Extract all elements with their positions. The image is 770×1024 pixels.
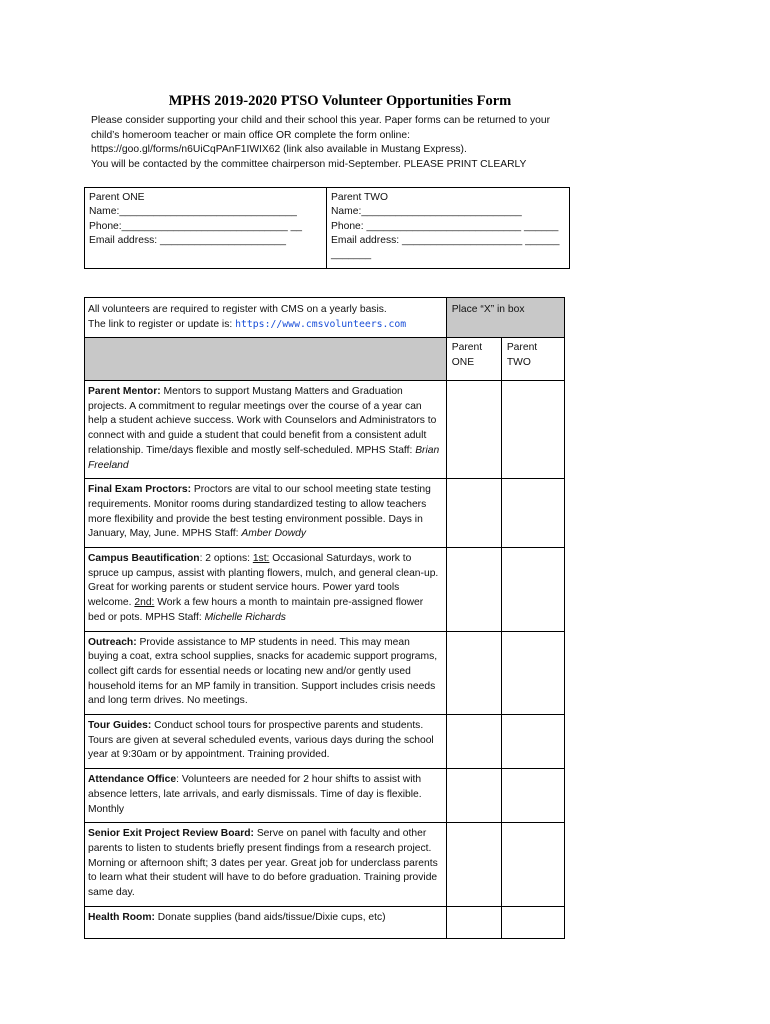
row-text: Donate supplies (band aids/tissue/Dixie cups, etc) [154, 911, 386, 923]
attendance-office-description [85, 769, 447, 823]
row-text: Proctors are vital to our school meeting state testing requirements. Monitor rooms during standardized testing to allow teachers more flexibility and provide the best testing environment possible. Days in January, May, June. MPHS Staff: [88, 484, 431, 540]
intro-text [91, 114, 691, 172]
row-text: Conduct school tours for prospective parents and students. Tours are given at several scheduled events, various days during the school year at 9:30am or by appointment. Training provided. [88, 720, 434, 761]
row-title: Health Room: [88, 911, 155, 923]
parent-one-label: ONE [451, 356, 475, 368]
row-text: Serve on panel with faculty and other parents to listen to students briefly present findings from a research project. Morning or afternoon shift; 3 dates per year. Great job for underclass parents to learn what their student will have to do before graduation. Training provide same day. [88, 828, 438, 899]
table-row [85, 769, 565, 823]
option-label: 1st: [252, 553, 270, 565]
intro-line: Please consider supporting your child and their school this year. Paper forms can be returned to your [91, 115, 551, 126]
parent-info-box [84, 187, 570, 269]
parent-two-checkbox[interactable] [501, 906, 564, 938]
row-title: Senior Exit Project Review Board: [88, 828, 254, 840]
parent-one-name-field[interactable]: Name:_______________________________ [89, 206, 297, 218]
row-text: Work a few hours a month to maintain pre-assigned flower bed or pots. MPHS Staff: [88, 597, 424, 623]
volunteer-table [84, 297, 565, 939]
campus-beautification-description [85, 548, 447, 632]
tour-guides-description [85, 715, 447, 769]
row-title: Final Exam Proctors: [88, 484, 191, 496]
parent-two-section [327, 188, 569, 268]
parent-one-phone-field[interactable]: Phone:_____________________________ __ [89, 220, 303, 232]
staff-name: Amber Dowdy [241, 528, 307, 540]
parent-two-email-continued: _______ [331, 249, 372, 261]
outreach-description [85, 631, 447, 715]
row-title: Campus Beautification [88, 553, 200, 565]
parent-two-phone-field[interactable]: Phone: ___________________________ ______ [331, 220, 559, 232]
row-title: Parent Mentor: [88, 386, 161, 397]
intro-line: child’s homeroom teacher or main office OR complete the form online: [91, 129, 410, 141]
registration-link-label: The link to register or update is: [88, 318, 236, 330]
parent-two-heading: Parent TWO [331, 192, 389, 203]
registration-link[interactable]: https://www.cmsvolunteers.com [235, 318, 407, 330]
table-row [85, 823, 565, 907]
table-row [85, 548, 565, 632]
row-title: Outreach: [88, 636, 137, 648]
staff-name: Michelle Richards [204, 611, 286, 623]
form-title: MPHS 2019-2020 PTSO Volunteer Opportunities Form [168, 93, 512, 109]
parent-one-checkbox[interactable] [446, 906, 501, 938]
parent-one-checkbox[interactable] [446, 479, 501, 548]
parent-one-heading: Parent ONE [89, 192, 145, 203]
place-x-header: Place “X” in box [446, 298, 564, 338]
intro-line: https://goo.gl/forms/n6UiCqPAnF1IWIX62 (link also available in Mustang Express). [91, 144, 467, 156]
table-row [85, 381, 565, 479]
row-text: : 2 options: [199, 553, 253, 565]
table-row [85, 906, 565, 938]
parent-two-checkbox[interactable] [501, 479, 564, 548]
parent-one-section [85, 188, 327, 268]
parent-two-checkbox[interactable] [501, 631, 564, 715]
table-row [85, 479, 565, 548]
parent-one-checkbox[interactable] [446, 715, 501, 769]
parent-two-checkbox[interactable] [501, 715, 564, 769]
parent-two-checkbox[interactable] [501, 823, 564, 907]
registration-link-line [88, 318, 443, 333]
parent-one-column-header [446, 338, 501, 381]
table-row [85, 631, 565, 715]
parent-one-checkbox[interactable] [446, 769, 501, 823]
parent-two-name-field[interactable]: Name:____________________________ [331, 206, 522, 218]
parent-two-column-header [501, 338, 564, 381]
parent-one-email-field[interactable]: Email address: ______________________ [89, 234, 286, 246]
row-title: Attendance Office [88, 774, 177, 786]
health-room-description [85, 906, 447, 938]
parent-one-label: Parent [451, 342, 483, 353]
final-exam-proctors-description [85, 479, 447, 548]
row-text: : Volunteers are needed for 2 hour shifts to assist with absence letters, late arrivals, and early dismissals. Time of day is flexible. Monthly [88, 774, 422, 815]
row-title: Tour Guides: [88, 720, 152, 732]
parent-two-label: TWO [506, 356, 531, 368]
parent-mentor-description [85, 381, 447, 479]
registration-text: All volunteers are required to register with CMS on a yearly basis. [88, 304, 387, 315]
parent-one-checkbox[interactable] [446, 548, 501, 632]
parent-one-checkbox[interactable] [446, 381, 501, 479]
row-text: Occasional Saturdays, work to spruce up campus, assist with planting flowers, mulch, and general clean-up. Great for working parents or student service hours. Power yard tools welcome. [88, 553, 439, 609]
parent-two-checkbox[interactable] [501, 769, 564, 823]
option-label: 2nd: [134, 597, 155, 609]
parent-two-checkbox[interactable] [501, 548, 564, 632]
staff-name: Brian Freeland [88, 444, 440, 471]
intro-line: You will be contacted by the committee chairperson mid-September. PLEASE PRINT CLEARLY [91, 158, 527, 170]
table-row [85, 715, 565, 769]
parent-two-email-field[interactable]: Email address: _____________________ ______ [331, 234, 560, 246]
row-text: Provide assistance to MP students in need. This may mean buying a coat, extra school supplies, snacks for academic support programs, collect gift cards for essential needs or locating new and/or gently used household items for an MP family in transition. Support includes crisis needs and long term drives. No meetings. [88, 636, 438, 707]
parent-two-checkbox[interactable] [501, 381, 564, 479]
registration-note [85, 298, 447, 338]
parent-one-checkbox[interactable] [446, 823, 501, 907]
parent-two-label: Parent [506, 342, 538, 353]
row-text: Mentors to support Mustang Matters and Graduation projects. A commitment to regular meetings over the course of a year can help a student achieve success. Work with Counselors and Administrators to connect with and guide a student that could benefit from a consistent adult relationship. Time/days flexible and mostly self-scheduled. MPHS Staff: [88, 386, 437, 456]
senior-exit-project-description [85, 823, 447, 907]
parent-one-checkbox[interactable] [446, 631, 501, 715]
blank-header-cell [85, 338, 447, 381]
